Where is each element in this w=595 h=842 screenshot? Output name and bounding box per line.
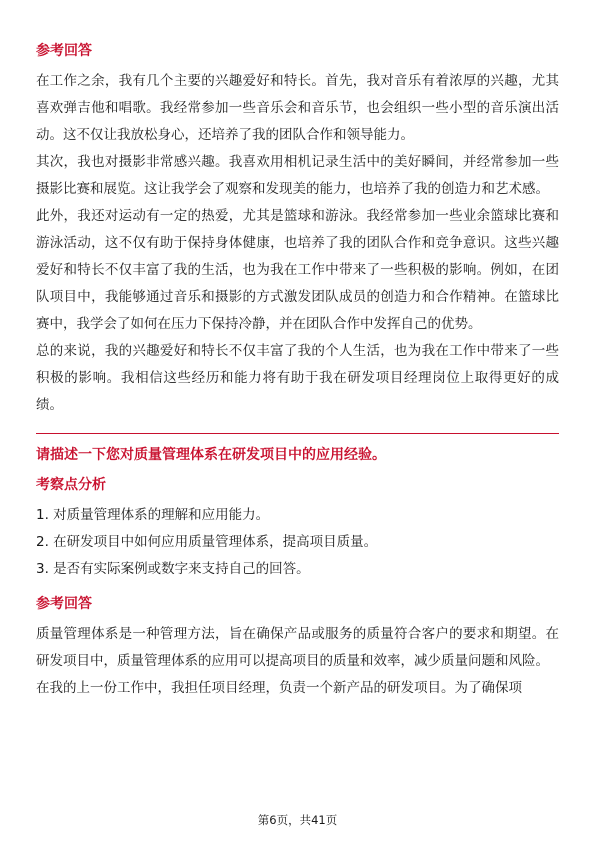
- analysis-heading: 考察点分析: [36, 477, 106, 493]
- analysis-item: 2. 在研发项目中如何应用质量管理体系，提高项目质量。: [36, 534, 378, 550]
- answer-heading: 参考回答: [36, 43, 92, 59]
- answer-paragraph: 此外，我还对运动有一定的热爱，尤其是篮球和游泳。我经常参加一些业余篮球比赛和游泳活动，这不仅有助于保持身体健康，也培养了我的团队合作和竞争意识。这些兴趣爱好和特长不仅丰富了我的生活，也为我在工作中带来了一些积极的影响。例如，在团队项目中，我能够通过音乐和摄影的方式激发团队成员的创造力和合作精神。在篮球比赛中，我学会了如何在压力下保持冷静，并在团队合作中发挥自己的优势。: [36, 208, 559, 332]
- answer-paragraph: 在我的上一份工作中，我担任项目经理，负责一个新产品的研发项目。为了确保项: [36, 680, 522, 696]
- answer-paragraph: 其次，我也对摄影非常感兴趣。我喜欢用相机记录生活中的美好瞬间，并经常参加一些摄影比赛和展览。这让我学会了观察和发现美的能力，也培养了我的创造力和艺术感。: [36, 154, 559, 197]
- section-divider: [36, 433, 559, 434]
- page-number: 第6页，共41页: [257, 813, 338, 827]
- document-page: [36, 40, 559, 702]
- answer-paragraph: 总的来说，我的兴趣爱好和特长不仅丰富了我的个人生活，也为我在工作中带来了一些积极的影响。我相信这些经历和能力将有助于我在研发项目经理岗位上取得更好的成绩。: [36, 343, 559, 413]
- answer-paragraph: 在工作之余，我有几个主要的兴趣爱好和特长。首先，我对音乐有着浓厚的兴趣，尤其喜欢弹吉他和唱歌。我经常参加一些音乐会和音乐节，也会组织一些小型的音乐演出活动。这不仅让我放松身心，还培养了我的团队合作和领导能力。: [36, 73, 559, 143]
- analysis-item: 3. 是否有实际案例或数字来支持自己的回答。: [36, 561, 310, 577]
- question-title: 请描述一下您对质量管理体系在研发项目中的应用经验。: [36, 447, 386, 463]
- spacer: [36, 583, 559, 593]
- analysis-item: 1. 对质量管理体系的理解和应用能力。: [36, 507, 270, 523]
- answer-heading: 参考回答: [36, 596, 92, 612]
- answer-paragraph: 质量管理体系是一种管理方法，旨在确保产品或服务的质量符合客户的要求和期望。在研发项目中，质量管理体系的应用可以提高项目的质量和效率，减少质量问题和风险。: [36, 626, 559, 669]
